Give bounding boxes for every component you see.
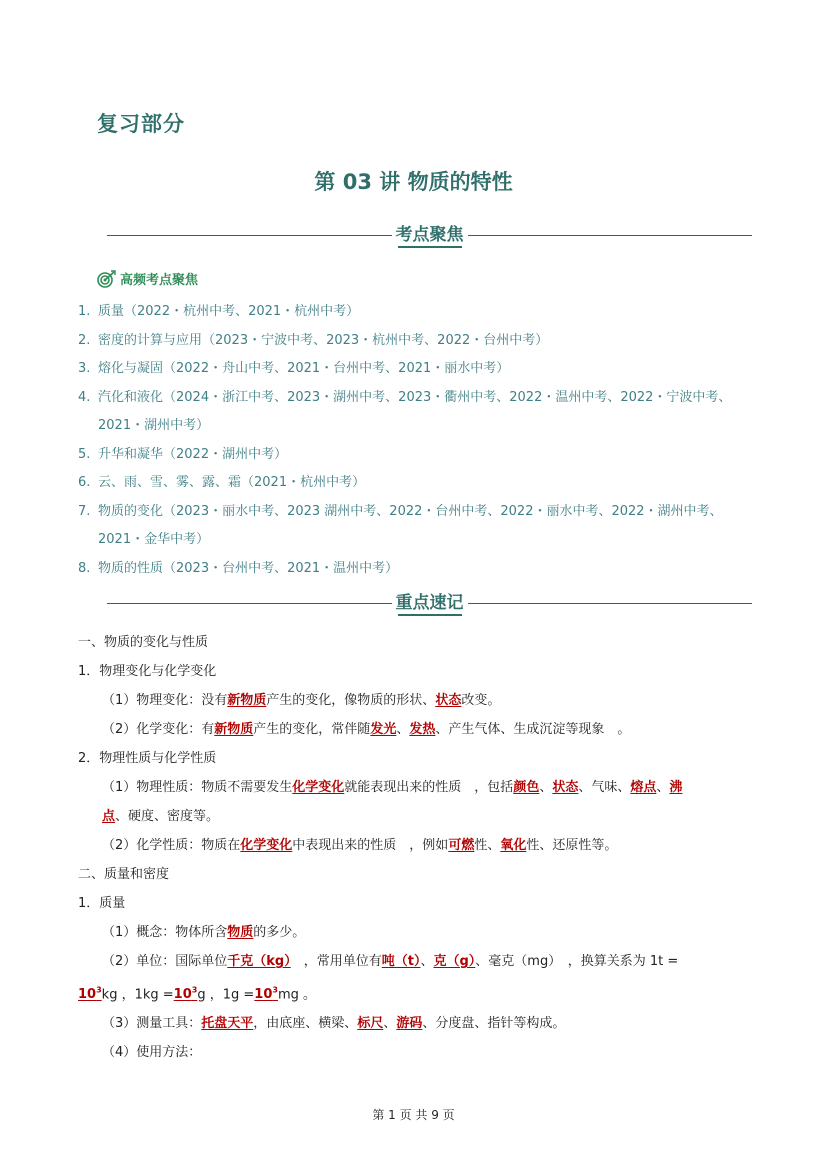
- text: 、: [656, 780, 670, 795]
- text: 、: [396, 722, 410, 737]
- band-kaodian: [107, 223, 752, 247]
- band-label: 重点速记: [392, 591, 468, 615]
- para-chemical-property: [78, 831, 758, 860]
- text: ，由底座、横梁、: [253, 1016, 358, 1032]
- power-exp: 3: [191, 986, 198, 995]
- para-mass-unit-cont: [78, 976, 758, 1009]
- text: 性、: [474, 838, 501, 853]
- section-title: 复习部分: [97, 112, 185, 136]
- heading-1: 一、物质的变化与性质: [78, 635, 209, 650]
- list-num: 5.: [78, 446, 91, 462]
- keyword: 颜色: [513, 780, 540, 795]
- text: 改变。: [461, 693, 501, 708]
- keyword: 物质: [227, 925, 254, 940]
- text: 、: [420, 954, 434, 969]
- list-text: 物质的变化（2023・丽水中考、2023 湖州中考、2022・台州中考、2022・丽水中考、2022・湖州中考、2021・金华中考）: [98, 503, 723, 547]
- text: mg 。: [277, 987, 317, 1003]
- keyword: 发光: [370, 722, 397, 737]
- keyword: 化学变化: [240, 838, 293, 853]
- text: （1）物理变化：没有: [102, 693, 228, 708]
- heading-1-2: 2．物理性质与化学性质: [78, 751, 217, 766]
- list-item: [78, 355, 758, 384]
- list-num: 6.: [78, 475, 91, 490]
- text: 产生的变化，像物质的形状、: [266, 693, 436, 708]
- list-item: [78, 298, 758, 327]
- para-physical-property-cont: [78, 802, 758, 831]
- list-item: [78, 555, 758, 584]
- text: g ，1g =: [197, 987, 255, 1003]
- text: （1）物理性质：物质不需要发生: [102, 780, 293, 795]
- list-item: [78, 441, 758, 470]
- list-text: 汽化和液化（2024・浙江中考、2023・湖州中考、2023・衢州中考、2022・温州中考、2022・宁波中考、2021・湖州中考）: [98, 389, 732, 433]
- para-physical-property: [78, 773, 758, 802]
- list-text: 升华和凝华（2022・湖州中考）: [98, 446, 288, 462]
- keyword: 新物质: [214, 722, 254, 737]
- text: 、产生气体、生成沉淀等现象 。: [435, 722, 631, 737]
- keyword: 点: [102, 809, 116, 824]
- target-icon: [97, 270, 117, 288]
- list-text: 质量（2022・杭州中考、2021・杭州中考）: [98, 304, 360, 319]
- list-text: 熔化与凝固（2022・舟山中考、2021・台州中考、2021・丽水中考）: [98, 361, 510, 376]
- keyword: 托盘天平: [201, 1016, 254, 1032]
- text: 产生的变化，常伴随: [253, 722, 371, 737]
- text: 、气味、: [578, 780, 631, 795]
- keyword: 状态: [552, 780, 579, 795]
- power-base: 10: [254, 987, 273, 1003]
- text: 就能表现出来的性质 ，包括: [344, 780, 514, 795]
- focus-list: [78, 298, 758, 583]
- keyword: 可燃: [448, 838, 475, 853]
- list-item: [78, 384, 758, 441]
- focus-heading-label: 高频考点聚焦: [120, 273, 199, 288]
- para-mass-tool: [78, 1009, 758, 1038]
- list-num: 3.: [78, 361, 91, 376]
- text: ，常用单位有: [290, 954, 382, 969]
- band-zhongdian: [107, 591, 752, 615]
- para-physical-change: [78, 686, 758, 715]
- keyword: [254, 987, 278, 1002]
- heading-1-1: 1．物理变化与化学变化: [78, 664, 217, 679]
- para-usage: （4）使用方法：: [102, 1045, 202, 1061]
- text: 、硬度、密度等。: [115, 809, 220, 824]
- para-mass-concept: [78, 918, 758, 947]
- lecture-title: 第 03 讲 物质的特性: [314, 170, 513, 194]
- text: （2）单位：国际单位: [102, 954, 228, 969]
- text: 、毫克（mg） ，换算关系为 1t =: [475, 954, 679, 969]
- text: 、分度盘、指针等构成。: [422, 1016, 566, 1032]
- list-item: [78, 327, 758, 356]
- power-base: 10: [173, 987, 192, 1003]
- list-item: [78, 498, 758, 555]
- text: 性、还原性等。: [526, 838, 618, 853]
- keyword: 克（g）: [433, 954, 476, 969]
- keyword: 发热: [409, 722, 436, 737]
- list-num: 7.: [78, 503, 91, 519]
- keyword: [174, 987, 198, 1002]
- text: 、: [539, 780, 553, 795]
- power-base: 10: [78, 987, 97, 1003]
- keyword: 游码: [396, 1016, 423, 1032]
- keyword: 氧化: [500, 838, 527, 853]
- list-text: 密度的计算与应用（2023・宁波中考、2023・杭州中考、2022・台州中考）: [98, 332, 549, 348]
- power-exp: 3: [272, 986, 278, 995]
- keyword: 标尺: [357, 1016, 384, 1032]
- text: 的多少。: [253, 925, 306, 940]
- band-label: 考点聚焦: [392, 223, 468, 247]
- text: 、: [383, 1016, 397, 1032]
- text: kg ，1kg =: [101, 987, 174, 1003]
- list-num: 4.: [78, 389, 91, 405]
- keyword: 化学变化: [292, 780, 345, 795]
- heading-2: 二、质量和密度: [78, 867, 170, 882]
- text: （1）概念：物体所含: [102, 925, 228, 940]
- power-exp: 3: [96, 986, 102, 995]
- notes-body: [78, 628, 758, 1067]
- keyword: 吨（t）: [381, 954, 421, 969]
- para-mass-unit: [78, 947, 758, 976]
- page-footer: 第 1 页 共 9 页: [372, 1108, 455, 1122]
- list-num: 1.: [78, 304, 91, 319]
- text: （2）化学性质：物质在: [102, 838, 241, 853]
- keyword: [78, 987, 102, 1002]
- text: 中表现出来的性质 ，例如: [292, 838, 449, 853]
- list-text: 物质的性质（2023・台州中考、2021・温州中考）: [98, 560, 399, 576]
- keyword: 状态: [435, 693, 462, 708]
- text: （3）测量工具：: [102, 1016, 202, 1032]
- keyword: 沸: [669, 780, 683, 795]
- keyword: 新物质: [227, 693, 267, 708]
- text: （2）化学变化：有: [102, 722, 215, 737]
- focus-heading: [97, 269, 198, 288]
- list-text: 云、雨、雪、雾、露、霜（2021・杭州中考）: [98, 475, 366, 490]
- list-num: 2.: [78, 332, 91, 348]
- list-item: [78, 469, 758, 498]
- keyword: 熔点: [630, 780, 657, 795]
- para-chemical-change: [78, 715, 758, 744]
- heading-2-1: 1．质量: [78, 896, 126, 911]
- keyword: 千克（kg）: [227, 954, 291, 969]
- list-num: 8.: [78, 560, 91, 576]
